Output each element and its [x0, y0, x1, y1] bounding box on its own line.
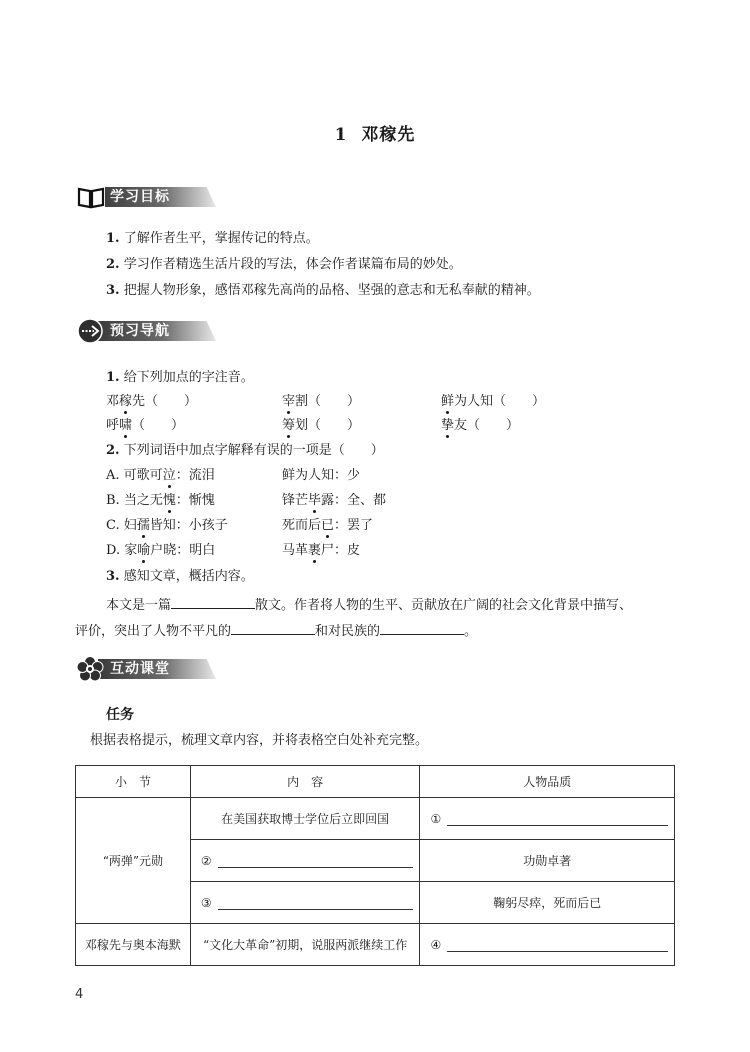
objective-1: 1. 了解作者生平，掌握传记的特点。 — [106, 231, 319, 246]
summary-line-1: 本文是一篇 散文。作者将人物的生平、贡献放在广阔的社会文化背景中描写、 — [106, 594, 632, 615]
table-row — [76, 798, 675, 840]
fill-blank[interactable] — [218, 855, 414, 868]
objective-3: 3. 把握人物形象，感悟邓稼先高尚的品格、坚强的意志和无私奉献的精神。 — [106, 283, 540, 298]
lesson-name: 邓稼先 — [361, 125, 416, 145]
section-title-objectives: 学习目标 — [110, 189, 170, 205]
column-header: 内 容 — [190, 766, 420, 798]
option-d-2: 马革裹尸：皮 — [282, 543, 361, 558]
lesson-title — [0, 120, 750, 145]
quality-cell: 功勋卓著 — [420, 840, 675, 882]
content-cell: “文化大革命”初期，说服两派继续工作 — [190, 924, 420, 966]
section-banner-interactive — [76, 656, 216, 682]
fill-blank[interactable] — [447, 813, 668, 826]
pinyin-item: 筹划（ ） — [282, 418, 361, 433]
section-cell: “两弹”元勋 — [76, 798, 191, 924]
task-heading: 任务 — [106, 707, 134, 723]
summary-line-2: 评价，突出了人物不平凡的 和对民族的 。 — [75, 620, 477, 641]
option-b: B. 当之无愧：惭愧 — [106, 493, 215, 508]
task-instruction: 根据表格提示，梳理文章内容，并将表格空白处补充完整。 — [90, 733, 429, 748]
flower-icon — [76, 656, 106, 682]
pinyin-item: 鲜为人知（ ） — [441, 394, 546, 409]
page-number: 4 — [75, 987, 84, 1002]
question-3: 3. 感知文章，概括内容。 — [106, 569, 254, 584]
option-b-2: 锋芒毕露：全、都 — [282, 493, 387, 508]
objective-2: 2. 学习作者精选生活片段的写法，体会作者谋篇布局的妙处。 — [106, 257, 462, 272]
lesson-number: 1 — [334, 125, 348, 145]
option-a-2: 鲜为人知：少 — [282, 468, 361, 483]
option-c: C. 妇孺皆知：小孩子 — [106, 518, 228, 533]
fill-blank[interactable] — [447, 939, 668, 952]
question-1: 1. 给下列加点的字注音。 — [106, 370, 254, 385]
pinyin-item: 挚友（ ） — [441, 418, 520, 433]
section-banner-preview — [76, 318, 216, 344]
table-row — [76, 924, 675, 966]
content-cell[interactable]: ② — [190, 840, 420, 882]
column-header: 人物品质 — [420, 766, 675, 798]
fill-blank[interactable] — [171, 594, 255, 609]
section-title-interactive: 互动课堂 — [110, 661, 170, 677]
table-header-row — [76, 766, 675, 798]
option-c-2: 死而后已：罢了 — [282, 518, 374, 533]
section-title-preview: 预习导航 — [110, 323, 170, 339]
column-header: 小 节 — [76, 766, 191, 798]
option-a: A. 可歌可泣：流泪 — [106, 468, 215, 483]
pinyin-item: 邓稼先（ ） — [106, 394, 198, 409]
arrow-circle-icon — [76, 318, 106, 344]
section-cell: 邓稼先与奥本海默 — [76, 924, 191, 966]
book-icon — [76, 184, 106, 210]
section-banner-objectives — [76, 184, 216, 210]
fill-blank[interactable] — [218, 897, 414, 910]
fill-blank[interactable] — [231, 620, 315, 635]
option-d: D. 家喻户晓：明白 — [106, 543, 216, 558]
fill-blank[interactable] — [380, 620, 464, 635]
quality-cell[interactable]: ① — [420, 798, 675, 840]
summary-table — [75, 765, 675, 966]
quality-cell[interactable]: ④ — [420, 924, 675, 966]
content-cell[interactable]: ③ — [190, 882, 420, 924]
quality-cell: 鞠躬尽瘁，死而后已 — [420, 882, 675, 924]
pinyin-item: 宰割（ ） — [282, 394, 361, 409]
content-cell: 在美国获取博士学位后立即回国 — [190, 798, 420, 840]
question-2: 2. 下列词语中加点字解释有误的一项是（ ） — [106, 443, 384, 458]
pinyin-item: 呼啸（ ） — [106, 418, 185, 433]
